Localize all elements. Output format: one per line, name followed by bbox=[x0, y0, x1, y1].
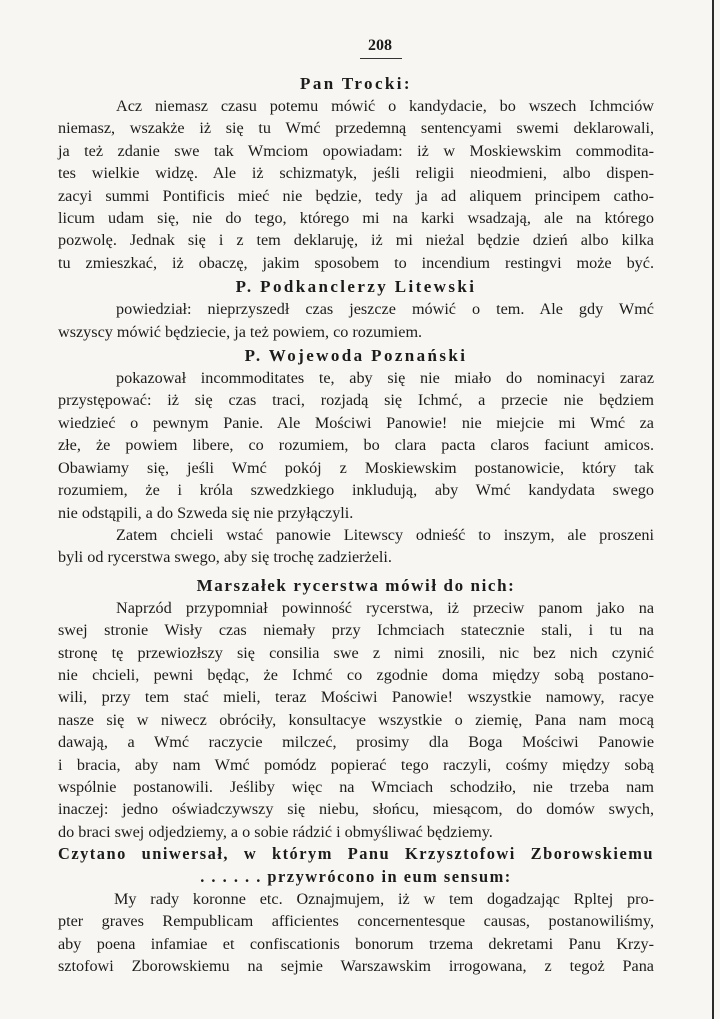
text-line: wiedzieć o pewnym Panie. Ale Mościwi Panowie! nie miejcie mi Wmć za bbox=[58, 413, 654, 432]
text-line: niemasz, wszakże iż się tu Wmć przedemną sentencyami swemi deklarowali, bbox=[58, 119, 654, 138]
speaker-heading-trocki: Pan Trocki: bbox=[300, 74, 412, 93]
text-line: do braci swej odjedziemy, a o sobie rádzić i obmyśliwać będziemy. bbox=[58, 822, 493, 841]
text-line: i bracia, aby nam Wmć pomódz popierać tego raczyli, cośmy między sobą bbox=[58, 755, 654, 774]
text-line: nie odstąpili, a do Szweda się nie przyłączyli. bbox=[58, 503, 354, 522]
text-line: przystępować: iż się czas traci, rozjadą się Ichmć, a przecie nie będziem bbox=[58, 391, 654, 410]
text-line: byli od rycerstwa swego, aby się trochę zadzierżeli. bbox=[58, 548, 392, 567]
text-line: licum udam się, nie do tego, którego mi na karki wsadzają, ale na którego bbox=[58, 209, 654, 228]
document-page bbox=[58, 36, 654, 978]
text-line: pter graves Rempublicam afficientes concernentesque causas, postanowiliśmy, bbox=[58, 912, 654, 931]
text-line: My rady koronne etc. Oznajmujem, iż w tem dogadzając Rpltej pro- bbox=[114, 890, 654, 908]
page-edge-rule bbox=[712, 0, 714, 1019]
universal-text bbox=[58, 888, 654, 978]
text-line: nie chcieli, pewni będąc, że Ichmć co zgodnie doma między sobą postano- bbox=[58, 665, 654, 684]
speaker-heading-marszalek: Marszałek rycerstwa mówił do nich: bbox=[196, 575, 516, 595]
page-number-rule bbox=[360, 58, 402, 59]
text-line: Zatem chcieli wstać panowie Litewscy odnieść to inszym, ale proszeni bbox=[116, 525, 654, 544]
text-line: wspólnie postanowili. Jeśliby więc na Wmciach schodziło, nie trzeba nam bbox=[58, 777, 654, 796]
text-line: nasze się w niwecz obróciły, konsultacye wszystkie o ziemię, Pana nam mocą bbox=[58, 710, 654, 729]
text-line: aby poena infamiae et confiscationis bonorum trzema dekretami Panu Krzy- bbox=[58, 934, 654, 953]
speech-wojewoda bbox=[58, 367, 654, 569]
text-line: pokazował incommoditates te, aby się nie miało do nominacyi zaraz bbox=[116, 369, 654, 388]
text-line: dawają, a Wmć raczycie milczeć, prosimy dla Boga Mościwi Panowie bbox=[58, 733, 654, 752]
universal-heading-line: Czytano uniwersał, w którym Panu Krzysztofowi Zborowskiemu bbox=[58, 844, 654, 864]
text-line: tu zmieszkać, iż obaczę, jakim sposobem to incendium restingvi może być. bbox=[58, 253, 654, 272]
text-line: ja też zdanie swe tak Wmciom opowiadam: iż w Moskiewskim commodita- bbox=[58, 141, 654, 160]
text-line: Naprzód przypomniał powinność rycerstwa, iż przeciw panom jako na bbox=[116, 598, 654, 617]
speaker-heading-wojewoda: P. Wojewoda Poznański bbox=[244, 346, 468, 366]
text-line: złe, że powiem libere, co rozumiem, bo clara pacta claros faciunt amicos. bbox=[58, 436, 654, 455]
speech-trocki bbox=[58, 95, 654, 274]
text-line: stronę tę przewiozłszy się consilia swe z nimi znosili, nic bez nich czynić bbox=[58, 643, 654, 662]
text-line: zacyi summi Pontificis mieć nie będzie, tedy ja ad aliquem principem catho- bbox=[58, 186, 654, 205]
text-line: swej stronie Wisły czas niemały przy Ichmciach statecznie stali, i tu na bbox=[58, 621, 654, 640]
text-line: wszyscy mówić będziecie, ja też powiem, co rozumiem. bbox=[58, 322, 423, 341]
universal-heading-line: . . . . . . przywrócono in eum sensum: bbox=[200, 866, 512, 886]
speech-podkanclerzy bbox=[58, 298, 654, 343]
text-line: powiedział: nieprzyszedł czas jeszcze mówić o tem. Ale gdy Wmć bbox=[116, 300, 654, 319]
speech-marszalek bbox=[58, 597, 654, 843]
text-line: Acz niemasz czasu potemu mówić o kandydacie, bo wszech Ichmciów bbox=[116, 97, 654, 115]
text-line: tes wielkie widzę. Ale iż schizmatyk, jeśli religii nieodmieni, albo dispen- bbox=[58, 164, 654, 183]
text-line: rozumiem, że i króla szwedzkiego inkludują, aby Wmć kandydata swego bbox=[58, 481, 654, 500]
universal-heading bbox=[58, 843, 654, 888]
speaker-heading-podkanclerzy: P. Podkanclerzy Litewski bbox=[235, 277, 477, 297]
text-line: Obawiamy się, jeśli Wmć pokój z Moskiewskim postanowicie, który tak bbox=[58, 458, 654, 477]
text-line: pozwolę. Jednak się i z tem deklaruję, iż mi nieżal będzie dzień albo kilka bbox=[58, 231, 654, 250]
text-line: inaczej: jedno oświadczywszy się niebu, słońcu, miesącom, do domów swych, bbox=[58, 800, 654, 819]
text-line: sztofowi Zborowskiemu na sejmie Warszawskim irrogowana, z tegoż Pana bbox=[58, 957, 654, 976]
page-number: 208 bbox=[368, 37, 392, 54]
text-line: wili, przy tem stać mieli, teraz Mościwi Panowie! wszystkie namowy, racye bbox=[58, 688, 654, 707]
